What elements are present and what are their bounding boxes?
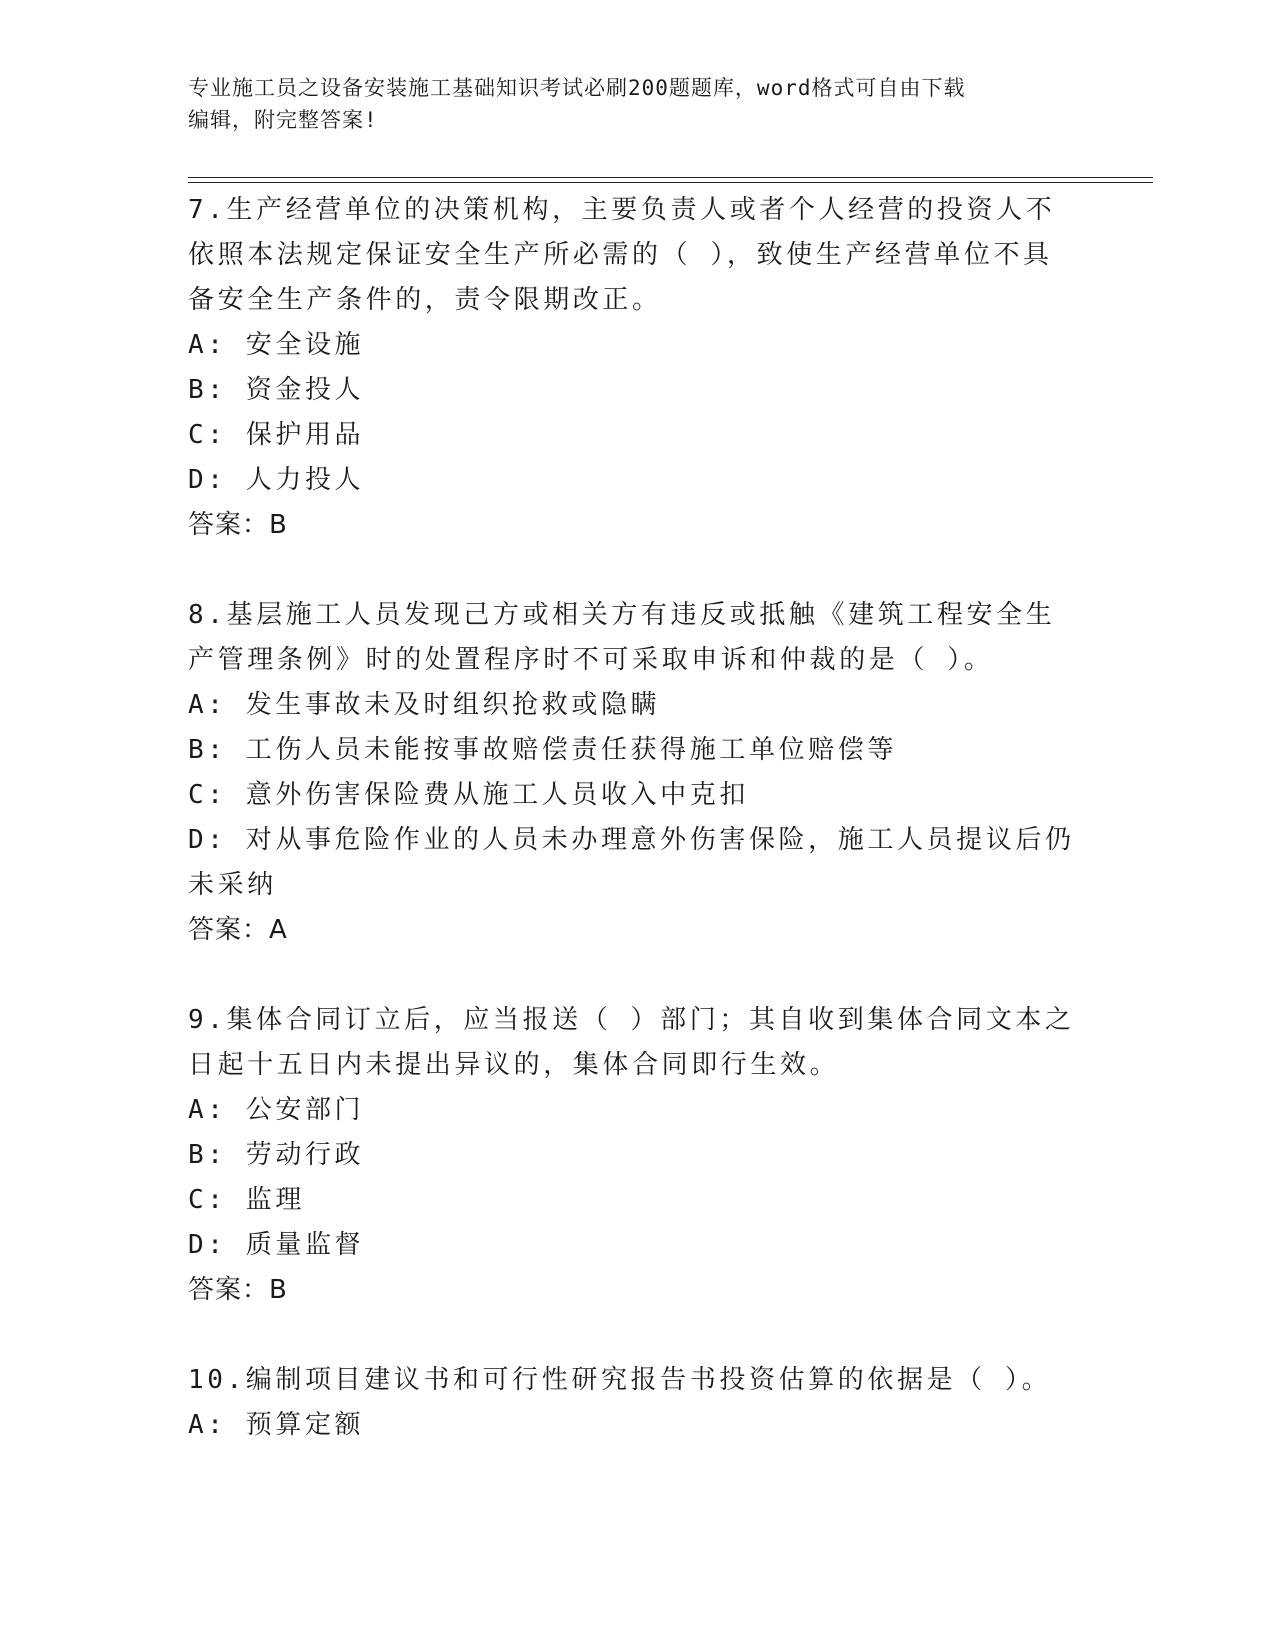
option-d: D: 质量监督 (188, 1230, 365, 1260)
question-list (188, 188, 1078, 1493)
option-b: B: 工伤人员未能按事故赔偿责任获得施工单位赔偿等 (188, 735, 897, 765)
option-c: C: 意外伤害保险费从施工人员收入中克扣 (188, 780, 749, 810)
option-c: C: 监理 (188, 1185, 305, 1215)
question-stem: 10.编制项目建议书和可行性研究报告书投资估算的依据是（ ）。 (188, 1365, 1052, 1395)
option-d: D: 对从事危险作业的人员未办理意外伤害保险，施工人员提议后仍未采纳 (188, 825, 1075, 900)
answer: 答案：B (188, 510, 288, 540)
option-a: A: 预算定额 (188, 1410, 365, 1440)
question-7 (188, 188, 1078, 548)
header-divider-bottom (188, 182, 1153, 183)
document-header (188, 72, 1068, 136)
option-b: B: 劳动行政 (188, 1140, 365, 1170)
option-a: A: 发生事故未及时组织抢救或隐瞒 (188, 690, 661, 720)
header-divider-top (188, 177, 1153, 178)
header-line-2: 编辑，附完整答案! (188, 108, 378, 132)
question-stem: 8.基层施工人员发现己方或相关方有违反或抵触《建筑工程安全生产管理条例》时的处置程序时不可采取申诉和仲裁的是（ ）。 (188, 600, 1056, 675)
question-stem: 9.集体合同订立后，应当报送（ ）部门；其自收到集体合同文本之日起十五日内未提出异议的，集体合同即行生效。 (188, 1005, 1075, 1080)
question-stem: 7.生产经营单位的决策机构，主要负责人或者个人经营的投资人不依照本法规定保证安全生产所必需的（ ），致使生产经营单位不具备安全生产条件的，责令限期改正。 (188, 195, 1056, 315)
question-8 (188, 593, 1078, 953)
answer: 答案：B (188, 1275, 288, 1305)
option-c: C: 保护用品 (188, 420, 365, 450)
question-9 (188, 998, 1078, 1313)
option-a: A: 安全设施 (188, 330, 365, 360)
option-a: A: 公安部门 (188, 1095, 365, 1125)
option-b: B: 资金投人 (188, 375, 365, 405)
option-d: D: 人力投人 (188, 465, 365, 495)
header-line-1: 专业施工员之设备安装施工基础知识考试必刷200题题库，word格式可自由下载 (188, 76, 966, 100)
question-10 (188, 1358, 1078, 1448)
answer: 答案：A (188, 915, 288, 945)
